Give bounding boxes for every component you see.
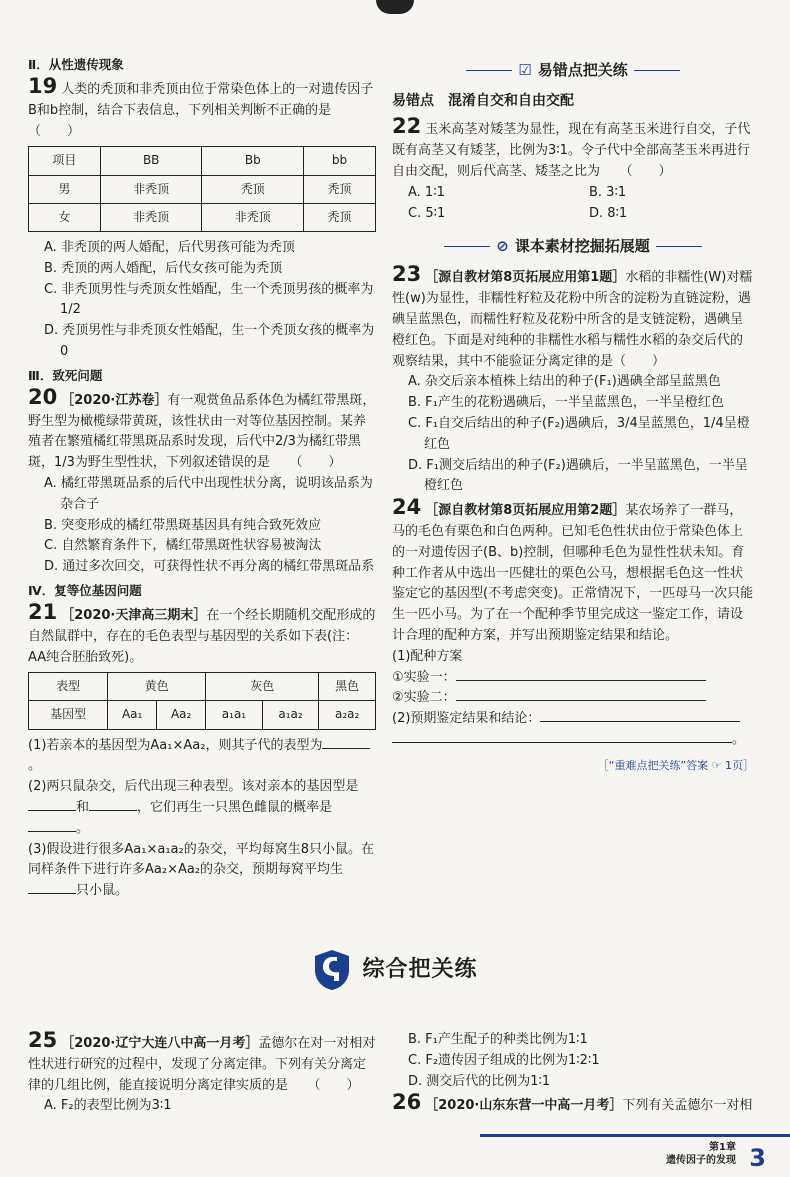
error-practice-header: [392, 58, 754, 82]
sub-question-1: (1)若亲本的基因型为Aa₁×Aa₂，则其子代的表型为。: [28, 736, 376, 778]
table-cell: 秃顶: [304, 203, 376, 231]
question-text: 下列有关孟德尔一对相: [622, 1098, 753, 1114]
option-a: A. 非秃顶的两人婚配，后代男孩可能为秃顶: [44, 239, 295, 255]
bottom-left-column: [28, 1030, 376, 1117]
question-22: [392, 116, 754, 182]
compass-icon: ⊘: [496, 237, 509, 256]
sub-question-text: (2)两只鼠杂交，后代出现三种表型。该对亲本的基因型是: [28, 779, 359, 795]
question-number: 26: [392, 1090, 422, 1115]
answer-line[interactable]: [540, 709, 740, 722]
sub-question-text: ，它们再生一只黑色雌鼠的概率是: [137, 800, 333, 816]
question-24: [392, 497, 754, 647]
answer-blank[interactable]: [89, 798, 137, 811]
question-text: 人类的秃顶和非秃顶由位于常染色体上的一对遗传因子B和b控制，结合下表信息，下列相关判断不正确的是（ ）: [28, 82, 374, 139]
question-text: 玉米高茎对矮茎为显性，现在有高茎玉米进行自交，子代既有高茎又有矮茎，比例为3∶1。令子代中全部高茎玉米再进行自由交配，则后代高茎、矮茎之比为 （ ）: [392, 122, 751, 179]
table-row: [29, 175, 376, 203]
divider: [656, 246, 702, 247]
chapter-label: [666, 1141, 736, 1167]
option-b: B. 3∶1: [589, 184, 627, 200]
bottom-right-column: [392, 1030, 754, 1117]
answer-line[interactable]: [456, 688, 706, 701]
question-number: 21: [28, 599, 58, 624]
question-text: 孟德尔在对一对相对性状进行研究的过程中，发现了分离定律。下列有关分离定律的几组比例，能直接说明分离定律实质的是 （ ）: [28, 1036, 376, 1093]
baldness-table: [28, 146, 376, 232]
table-cell: 男: [29, 175, 101, 203]
table-cell: 灰色: [206, 673, 319, 701]
table-row: [29, 673, 376, 701]
question-text: 有一观赏鱼品系体色为橘红带黑斑，野生型为橄榄绿带黄斑，该性状由一对等位基因控制。某养殖者在繁殖橘红带黑斑品系时发现，后代中2/3为橘红带黑斑，1/3为野生型性状，下列叙述错误的是 （ ）: [28, 392, 376, 471]
option-d: D. 8∶1: [589, 205, 628, 221]
table-cell: 非秃顶: [202, 203, 304, 231]
divider: [634, 70, 680, 71]
question-number: 20: [28, 384, 58, 409]
prediction: [392, 709, 754, 730]
table-cell: 非秃顶: [100, 175, 202, 203]
table-cell: Aa₂: [157, 701, 206, 729]
option-b: B. F₁产生的花粉遇碘后，一半呈蓝黑色，一半呈橙红色: [408, 395, 724, 411]
question-source: ［源自教材第8页拓展应用第2题］: [425, 503, 626, 519]
chapter-number: 第1章: [709, 1142, 736, 1153]
option-a: A. 杂交后亲本植株上结出的种子(F₁)遇碘全部呈蓝黑色: [408, 374, 721, 390]
option-a: A. 橘红带黑斑品系的后代中出现性状分离，说明该品系为杂合子: [44, 475, 373, 512]
experiment-label: ②实验二：: [392, 690, 456, 706]
question-number: 23: [392, 262, 422, 287]
table-cell: BB: [100, 147, 202, 175]
table-cell: bb: [304, 147, 376, 175]
option-c: C. 5∶1: [408, 205, 446, 221]
question-21: [28, 599, 376, 668]
question-26: [392, 1092, 754, 1117]
option-c: C. F₂遗传因子组成的比例为1∶2∶1: [408, 1052, 600, 1068]
table-row: [29, 701, 376, 729]
table-cell: 表型: [29, 673, 108, 701]
divider: [444, 246, 490, 247]
answer-line[interactable]: [456, 668, 706, 681]
prediction-label: (2)预期鉴定结果和结论：: [392, 711, 541, 727]
answer-reference: ［“重难点把关练”答案 ☞ 1页］: [597, 758, 754, 772]
table-cell: 女: [29, 203, 101, 231]
sub-question-text: (1)若亲本的基因型为Aa₁×Aa₂，则其子代的表型为: [28, 737, 323, 753]
table-cell: Bb: [202, 147, 304, 175]
section-4-heading: Ⅳ．复等位基因问题: [28, 582, 142, 598]
answer-blank[interactable]: [28, 819, 76, 832]
header-title: 易错点把关练: [537, 61, 628, 79]
question-text: 在一个经长期随机交配形成的自然鼠群中，存在的毛色表型与基因型的关系如下表(注：AA纯合胚胎致死)。: [28, 607, 376, 665]
divider: [466, 70, 512, 71]
table-cell: 秃顶: [202, 175, 304, 203]
table-cell: 秃顶: [304, 175, 376, 203]
page-footer: [480, 1134, 790, 1175]
left-column: [28, 52, 376, 902]
answer-blank[interactable]: [28, 798, 76, 811]
prediction-cont: 。: [392, 730, 754, 751]
coat-color-table: [28, 672, 376, 729]
right-column: [392, 52, 754, 774]
question-25: [28, 1030, 376, 1096]
answer-blank[interactable]: [322, 736, 370, 749]
question-text: 水稻的非糯性(W)对糯性(w)为显性，非糯性籽粒及花粉中所含的淀粉为直链淀粉，遇碘呈蓝黑色，而糯性籽粒及花粉中所含的是支链淀粉，遇碘呈橙红色。下面是对纯种的非糯性水稻与糯性水稻的杂交后代的观察结果，其中不能验证分离定律的是（ ）: [392, 270, 753, 369]
table-cell: 黑色: [319, 673, 376, 701]
plan-heading: (1)配种方案: [392, 648, 463, 664]
option-a: A. F₂的表型比例为3∶1: [44, 1098, 172, 1114]
experiment-1: [392, 668, 754, 689]
table-cell: a₁a₂: [262, 701, 319, 729]
option-b: B. 秃顶的两人婚配，后代女孩可能为秃顶: [44, 260, 283, 276]
option-d: D. 秃顶男性与非秃顶女性婚配，生一个秃顶女孩的概率为0: [44, 323, 375, 359]
option-c: C. 非秃顶男性与秃顶女性婚配，生一个秃顶男孩的概率为1/2: [44, 281, 374, 318]
question-text: 某农场养了一群马，马的毛色有栗色和白色两种。已知毛色性状由位于常染色体上的一对遗传因子(B、b)控制，但哪种毛色为显性性状未知。育种工作者从中选出一匹健壮的栗色公马，想根据毛色这一性状鉴定它的基因型(不考虑突变)。正常情况下，一匹母马一次只能生一匹小马。为了在一个配种季节里完成这一鉴定工作，请设计合理的配种方案，并写出预期鉴定结果和结论。: [392, 503, 754, 643]
chapter-title: 遗传因子的发现: [666, 1155, 736, 1166]
options-grid: [392, 183, 754, 225]
table-cell: a₂a₂: [319, 701, 376, 729]
question-source: ［2020·山东东营一中高一月考］: [425, 1098, 623, 1114]
page-number: 3: [749, 1144, 766, 1172]
section-2-heading: Ⅱ．从性遗传现象: [28, 57, 124, 72]
question-source: ［2020·辽宁大连八中高一月考］: [61, 1036, 259, 1051]
shield-icon: [312, 948, 352, 992]
question-number: 25: [28, 1028, 58, 1052]
comprehensive-title: 综合把关练: [362, 957, 478, 983]
option-b: B. F₁产生配子的种类比例为1∶1: [408, 1032, 588, 1047]
question-19: [28, 76, 376, 142]
option-b: B. 突变形成的橘红带黑斑基因具有纯合致死效应: [44, 517, 322, 533]
experiment-2: [392, 688, 754, 709]
option-d: D. F₁测交后结出的种子(F₂)遇碘后，一半呈蓝黑色，一半呈橙红色: [408, 457, 748, 494]
section-3-heading: Ⅲ．致死问题: [28, 367, 103, 383]
question-number: 19: [28, 74, 58, 98]
sub-question-text: 只小鼠。: [76, 883, 129, 899]
header-title: 课本素材挖掘拓展题: [514, 237, 650, 256]
table-row: [29, 147, 376, 175]
option-d: D. 通过多次回交，可获得性状不再分离的橘红带黑斑品系: [44, 559, 375, 575]
textbook-extension-header: [392, 234, 754, 258]
question-source: ［源自教材第8页拓展应用第1题］: [425, 270, 626, 286]
experiment-label: ①实验一：: [392, 669, 456, 685]
question-number: 22: [392, 114, 422, 139]
binding-mark: [376, 0, 414, 14]
table-row: [29, 203, 376, 231]
table-cell: 基因型: [29, 701, 108, 729]
error-point-title: 易错点 混淆自交和自由交配: [392, 93, 574, 109]
question-23: [392, 264, 754, 372]
question-number: 24: [392, 495, 422, 520]
answer-blank[interactable]: [28, 881, 76, 894]
table-cell: 黄色: [108, 673, 206, 701]
option-c: C. 自然繁育条件下，橘红带黑斑性状容易被淘汰: [44, 538, 322, 554]
question-source: ［2020·江苏卷］: [61, 392, 168, 408]
sub-question-3: [28, 840, 376, 902]
option-d: D. 测交后代的比例为1∶1: [408, 1073, 551, 1089]
question-source: ［2020·天津高三期末］: [61, 607, 207, 623]
sub-question-2: (2)两只鼠杂交，后代出现三种表型。该对亲本的基因型是和 ，它们再生一只黑色雌鼠的概率是。: [28, 779, 359, 836]
table-cell: 非秃顶: [100, 203, 202, 231]
page-top-strip: [0, 0, 790, 48]
table-cell: a₁a₁: [206, 701, 263, 729]
sub-question-text: (3)假设进行很多Aa₁×a₁a₂的杂交，平均每窝生8只小鼠。在同样条件下进行许多Aa₂×Aa₂的杂交，预期每窝平均生: [28, 841, 375, 878]
checkbox-pencil-icon: ☑: [518, 61, 532, 79]
answer-line[interactable]: [392, 730, 732, 743]
sub-question-text: 和: [76, 800, 90, 816]
table-cell: 项目: [29, 147, 101, 175]
option-c: C. F₁自交后结出的种子(F₂)遇碘后，3/4呈蓝黑色，1/4呈橙红色: [408, 415, 750, 452]
comprehensive-section-header: [0, 948, 790, 992]
option-a: A. 1∶1: [408, 184, 445, 200]
question-20: [28, 384, 376, 474]
table-cell: Aa₁: [108, 701, 157, 729]
